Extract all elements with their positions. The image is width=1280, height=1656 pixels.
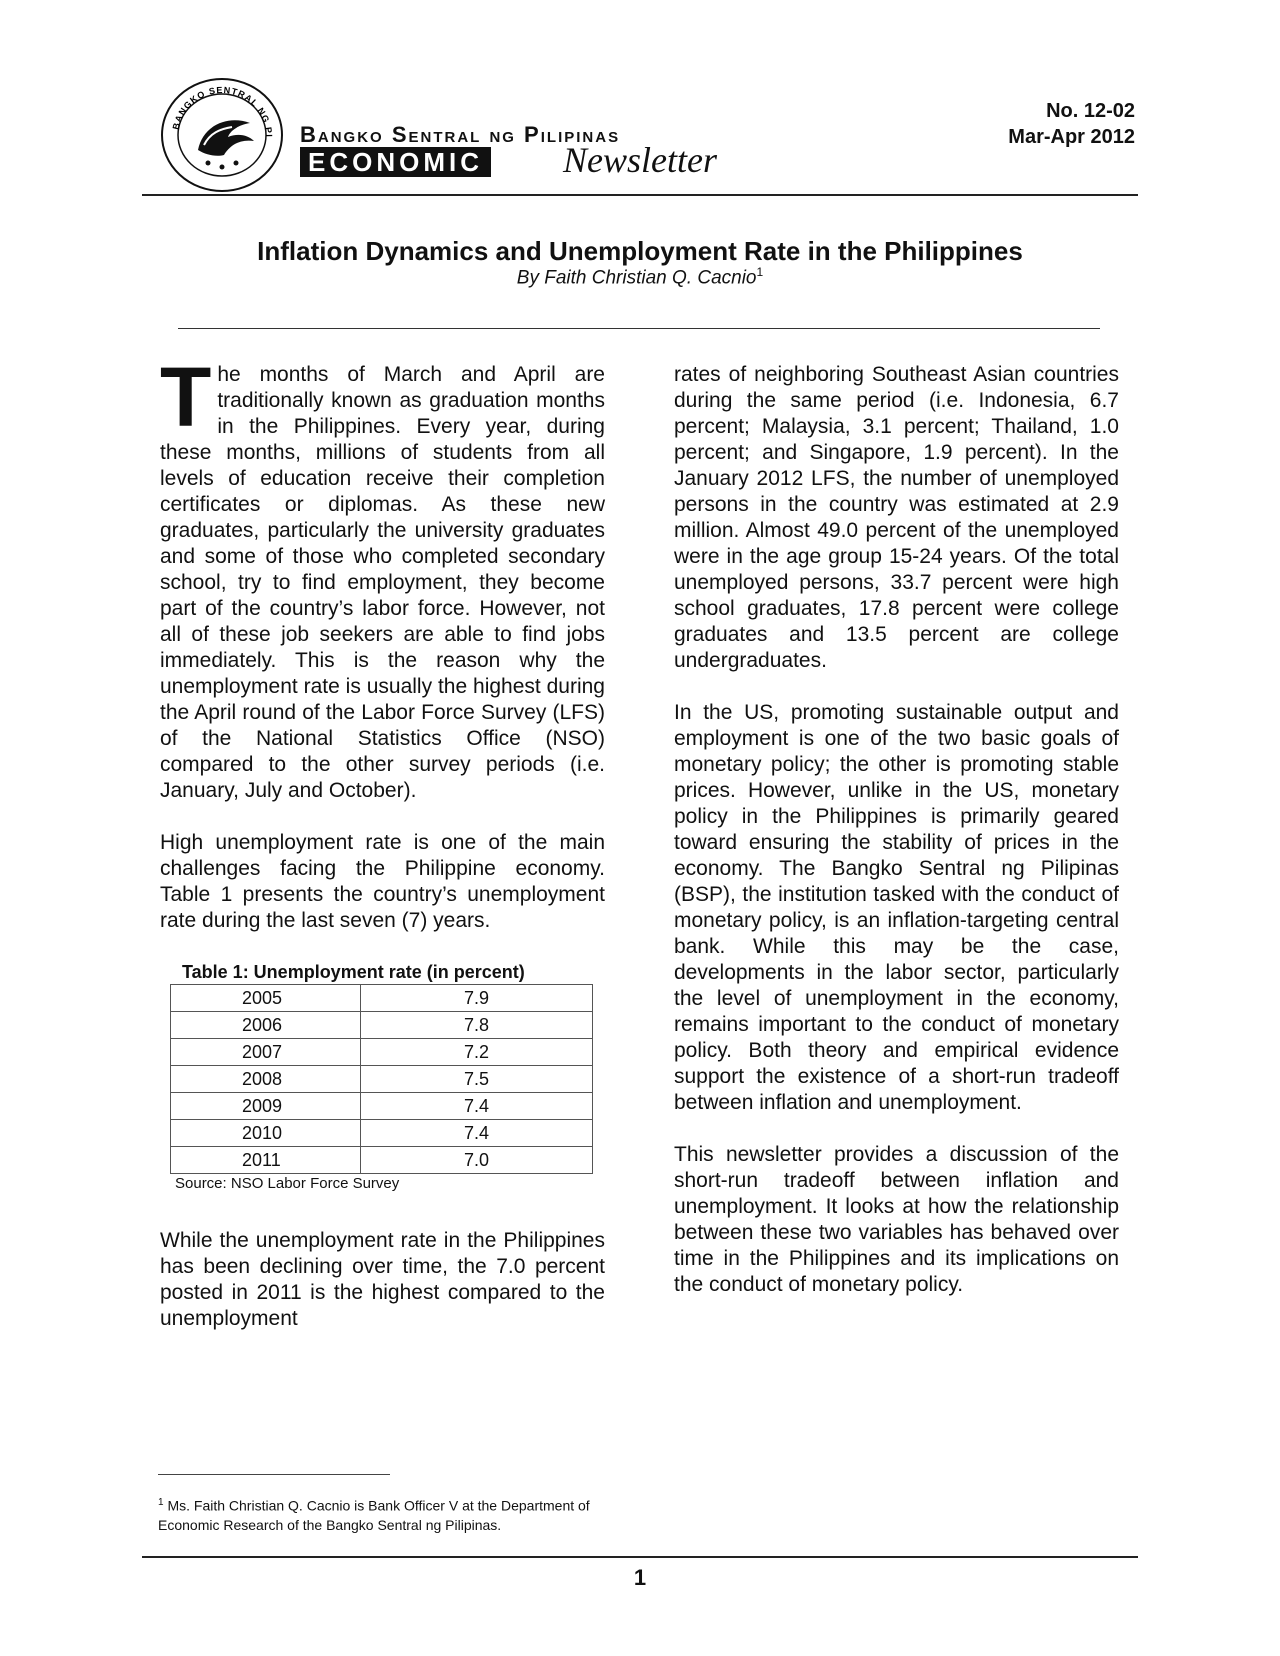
paragraph-us-policy: In the US, promoting sustainable output and employment is one of the two basic goals of monetary policy; the other is promoting stable prices. However, unlike in the US, monetary policy in the Philippines is primarily geared toward ensuring the stability of prices in the economy. The Bangko Sentral ng Pilipinas (BSP), the institution tasked with the conduct of monetary policy, is an inflation-targeting central bank. While this may be the case, developments in the labor sector, particularly the level of unemployment in the economy, remains important to the conduct of monetary policy. Both theory and empirical evidence support the existence of a short-run tradeoff between inflation and unemployment. [674,701,1119,1114]
byline [0,265,1280,289]
year-cell: 2005 [171,985,361,1012]
unemployment-table [170,984,593,1174]
rate-cell: 7.5 [361,1066,593,1093]
rate-cell: 7.9 [361,985,593,1012]
rate-cell: 7.0 [361,1147,593,1174]
title-divider [178,328,1100,329]
footnote-divider [158,1474,390,1475]
economic-label: ECONOMIC [300,147,491,177]
paragraph-neighbors: rates of neighboring Southeast Asian countries during the same period (i.e. Indonesia, 6.7 percent; Malaysia, 3.1 percent; Thailand, 1.0 percent; and Singapore, 1.9 percent). In the January 2012 LFS, the number of unemployed persons in the country was estimated at 2.9 million. Almost 49.0 percent of the unemployed were in the age group 15-24 years. Of the total unemployed persons, 33.7 percent were high school graduates, 17.8 percent were college graduates and 13.5 percent are college undergraduates. [674,363,1119,672]
table-row [171,1147,593,1174]
paragraph-intro [160,350,605,804]
rate-cell: 7.8 [361,1012,593,1039]
rate-cell: 7.4 [361,1120,593,1147]
issue-number: No. 12-02 [1046,100,1135,122]
paragraph-newsletter-scope: This newsletter provides a discussion of the short-run tradeoff between inflation and unemployment. It looks at how the relationship between these two variables has behaved over time in the Philippines and its implications on the conduct of monetary policy. [674,1143,1119,1296]
table-row [171,1039,593,1066]
year-cell: 2008 [171,1066,361,1093]
page-number: 1 [633,1565,647,1590]
rate-cell: 7.2 [361,1039,593,1066]
year-cell: 2011 [171,1147,361,1174]
table-row [171,1093,593,1120]
table-row [171,1120,593,1147]
year-cell: 2010 [171,1120,361,1147]
svg-text:BANGKO SENTRAL NG PILIPINAS: BANGKO SENTRAL NG PI [170,84,275,138]
byline-text: By Faith Christian Q. Cacnio [516,267,757,289]
year-cell: 2009 [171,1093,361,1120]
year-cell: 2006 [171,1012,361,1039]
year-cell: 2007 [171,1039,361,1066]
drop-cap: T [160,350,212,444]
byline-footnote-ref[interactable]: 1 [756,265,764,279]
table-row [171,1066,593,1093]
header-divider [142,194,1138,196]
left-column [160,350,605,1358]
table-source: Source: NSO Labor Force Survey [175,1175,400,1192]
bsp-seal-logo [158,75,286,195]
footnote [158,1493,613,1535]
paragraph-intro-text: he months of March and April are traditionally known as graduation months in the Philippines. Every year, during these months, millions of students from all levels of education receive their completion certificates or diplomas. As these new graduates, particularly the university graduates and some of those who completed secondary school, try to find employment, they become part of the country’s labor force. However, not all of these job seekers are able to find jobs immediately. This is the reason why the unemployment rate is usually the highest during the April round of the Labor Force Survey (LFS) of the National Statistics Office (NSO) compared to the other survey periods (i.e. January, July and October). [160,363,605,802]
paragraph-declining: While the unemployment rate in the Philippines has been declining over time, the 7.0 percent posted in 2011 is the highest compared to the unemployment [160,1229,605,1330]
article-title: Inflation Dynamics and Unemployment Rate in the Philippines [257,236,1023,266]
table-row [171,985,593,1012]
newsletter-label: Newsletter [563,140,717,180]
footnote-mark: 1 [158,1497,164,1508]
table-row [171,1012,593,1039]
bank-name: Bangko Sentral ng Pilipinas [300,122,621,147]
rate-cell: 7.4 [361,1093,593,1120]
issue-date: Mar-Apr 2012 [1008,126,1135,148]
right-column [674,362,1119,1324]
footer-divider [142,1556,1138,1558]
issue-info [1008,98,1135,150]
unemployment-table-block [160,960,605,1194]
paragraph-challenges: High unemployment rate is one of the main challenges facing the Philippine economy. Table 1 presents the country’s unemployment rate during the last seven (7) years. [160,831,605,932]
footnote-text: Ms. Faith Christian Q. Cacnio is Bank Officer V at the Department of Economic Research of the Bangko Sentral ng Pilipinas. [158,1497,590,1533]
table-title: Table 1: Unemployment rate (in percent) [182,962,525,982]
